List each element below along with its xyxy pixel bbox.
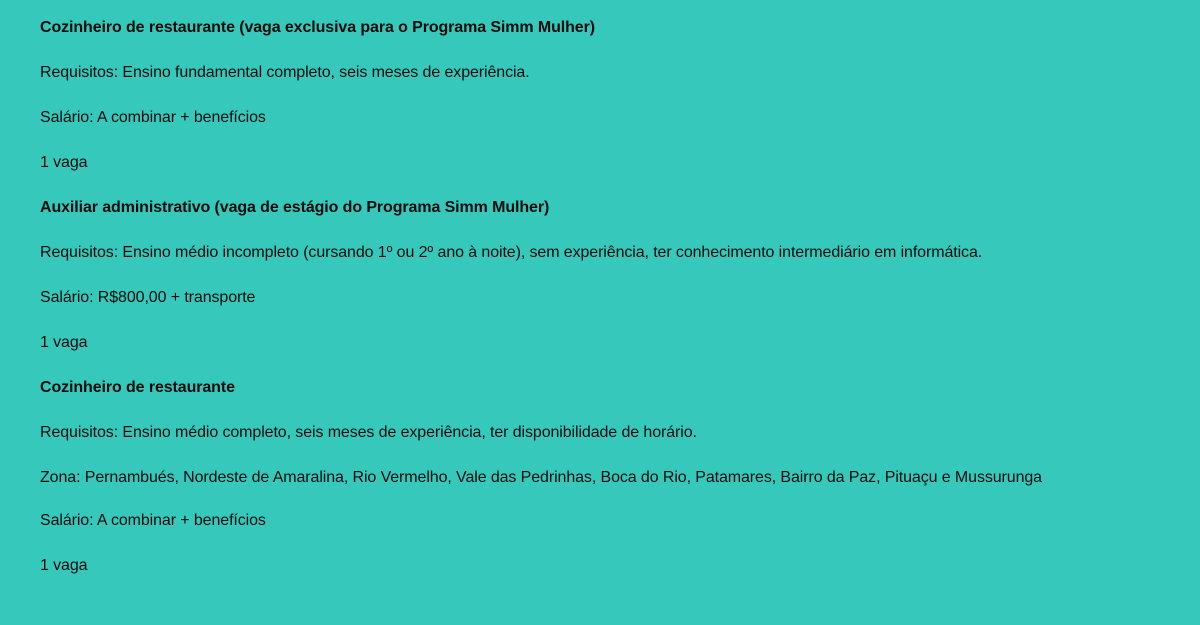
- job-requirements: Requisitos: Ensino médio incompleto (cursando 1º ou 2º ano à noite), sem experiência, ter conhecimento intermediário em informática.: [40, 244, 983, 261]
- job-listing: [40, 16, 1160, 175]
- job-title: Auxiliar administrativo (vaga de estágio do Programa Simm Mulher): [40, 199, 550, 216]
- job-openings: 1 vaga: [40, 334, 88, 351]
- job-salary: Salário: A combinar + benefícios: [40, 512, 266, 529]
- job-openings: 1 vaga: [40, 154, 88, 171]
- job-zone: Zona: Pernambués, Nordeste de Amaralina, Rio Vermelho, Vale das Pedrinhas, Boca do Rio, Patamares, Bairro da Paz, Pituaçu e Mussurunga: [40, 469, 1042, 486]
- job-title: Cozinheiro de restaurante (vaga exclusiva para o Programa Simm Mulher): [40, 19, 595, 36]
- job-salary: Salário: R$800,00 + transporte: [40, 289, 256, 306]
- job-openings: 1 vaga: [40, 557, 88, 574]
- job-listing: [40, 376, 1160, 578]
- job-requirements: Requisitos: Ensino fundamental completo, seis meses de experiência.: [40, 64, 530, 81]
- job-requirements: Requisitos: Ensino médio completo, seis meses de experiência, ter disponibilidade de horário.: [40, 424, 697, 441]
- job-salary: Salário: A combinar + benefícios: [40, 109, 266, 126]
- job-title: Cozinheiro de restaurante: [40, 379, 235, 396]
- job-listing: [40, 196, 1160, 355]
